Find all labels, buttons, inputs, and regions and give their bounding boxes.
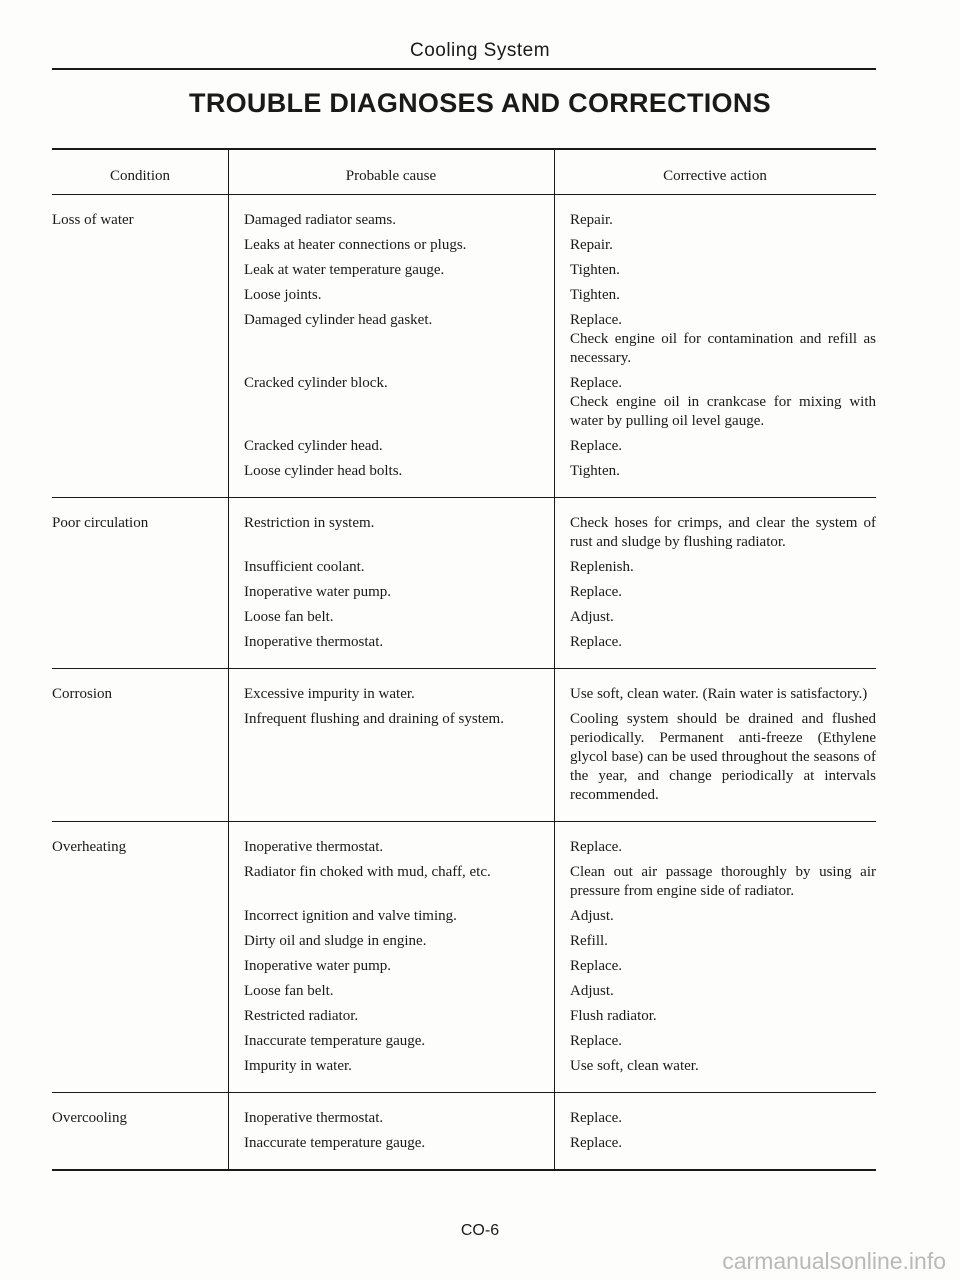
corrective-action-line: Replace. bbox=[570, 634, 623, 650]
table-row bbox=[228, 1057, 876, 1076]
column-divider bbox=[554, 148, 555, 1171]
corrective-action bbox=[554, 1032, 876, 1051]
corrective-action-line: Tighten. bbox=[570, 463, 620, 479]
condition-label: Poor circulation bbox=[52, 515, 149, 531]
corrective-action-line: Use soft, clean water. (Rain water is satisfactory.) bbox=[570, 686, 868, 702]
table-row bbox=[228, 211, 876, 230]
corrective-action bbox=[554, 1007, 876, 1026]
probable-cause: Cracked cylinder block. bbox=[244, 375, 388, 391]
probable-cause: Restriction in system. bbox=[244, 515, 375, 531]
table-row bbox=[228, 374, 876, 431]
table-row bbox=[228, 462, 876, 481]
corrective-action-line: Replace. bbox=[570, 1135, 623, 1151]
probable-cause: Impurity in water. bbox=[244, 1058, 352, 1074]
condition-label: Loss of water bbox=[52, 212, 134, 228]
table-body bbox=[52, 195, 876, 1171]
probable-cause: Excessive impurity in water. bbox=[244, 686, 415, 702]
corrective-action bbox=[554, 311, 876, 368]
probable-cause: Infrequent flushing and draining of system. bbox=[244, 711, 504, 727]
table-section bbox=[52, 822, 876, 1093]
corrective-action-line: Cooling system should be drained and flushed periodically. Permanent anti-freeze (Ethylene glycol base) can be used throughout the seasons of the year, and change periodically at intervals recommended. bbox=[570, 711, 876, 803]
corrective-action-line: Check engine oil in crankcase for mixing with water by pulling oil level gauge. bbox=[570, 394, 876, 429]
corrective-action bbox=[554, 907, 876, 926]
corrective-action bbox=[554, 957, 876, 976]
table-row bbox=[228, 1109, 876, 1128]
table-header bbox=[52, 150, 876, 195]
condition-label: Corrosion bbox=[52, 686, 112, 702]
column-header-cause: Probable cause bbox=[345, 168, 437, 184]
probable-cause: Cracked cylinder head. bbox=[244, 438, 383, 454]
probable-cause: Damaged radiator seams. bbox=[244, 212, 397, 228]
corrective-action bbox=[554, 633, 876, 652]
corrective-action-line: Use soft, clean water. bbox=[570, 1058, 699, 1074]
header-rule bbox=[52, 68, 876, 70]
column-header-condition: Condition bbox=[109, 168, 170, 184]
corrective-action-line: Check engine oil for contamination and refill as necessary. bbox=[570, 331, 876, 366]
table-row bbox=[228, 838, 876, 857]
probable-cause: Radiator fin choked with mud, chaff, etc. bbox=[244, 864, 491, 880]
corrective-action-line: Replace. bbox=[570, 584, 623, 600]
corrective-action-line: Clean out air passage thoroughly by using air pressure from engine side of radiator. bbox=[570, 864, 876, 899]
corrective-action bbox=[554, 982, 876, 1001]
table-row bbox=[228, 286, 876, 305]
table-row bbox=[228, 236, 876, 255]
corrective-action-line: Repair. bbox=[570, 212, 613, 228]
table-row bbox=[228, 710, 876, 805]
probable-cause: Inaccurate temperature gauge. bbox=[244, 1033, 426, 1049]
corrective-action bbox=[554, 863, 876, 901]
corrective-action bbox=[554, 685, 876, 704]
table-section bbox=[52, 1093, 876, 1171]
probable-cause: Loose fan belt. bbox=[244, 609, 334, 625]
corrective-action bbox=[554, 261, 876, 280]
table-row bbox=[228, 932, 876, 951]
table-row bbox=[228, 1032, 876, 1051]
probable-cause: Restricted radiator. bbox=[244, 1008, 359, 1024]
corrective-action bbox=[554, 1057, 876, 1076]
table-row bbox=[228, 583, 876, 602]
table-section bbox=[52, 498, 876, 669]
corrective-action-line: Flush radiator. bbox=[570, 1008, 657, 1024]
probable-cause: Leak at water temperature gauge. bbox=[244, 262, 445, 278]
corrective-action bbox=[554, 558, 876, 577]
probable-cause: Damaged cylinder head gasket. bbox=[244, 312, 433, 328]
probable-cause: Loose cylinder head bolts. bbox=[244, 463, 403, 479]
column-header-action: Corrective action bbox=[663, 168, 767, 184]
corrective-action-line: Adjust. bbox=[570, 908, 614, 924]
corrective-action-line: Replace. bbox=[570, 312, 623, 328]
corrective-action bbox=[554, 514, 876, 552]
table-row bbox=[228, 685, 876, 704]
probable-cause: Loose joints. bbox=[244, 287, 322, 303]
table-row bbox=[228, 558, 876, 577]
corrective-action-line: Tighten. bbox=[570, 262, 620, 278]
table-row bbox=[228, 957, 876, 976]
condition-label: Overheating bbox=[52, 839, 127, 855]
table-row bbox=[228, 1134, 876, 1153]
corrective-action-line: Check hoses for crimps, and clear the system of rust and sludge by flushing radiator. bbox=[570, 515, 876, 550]
corrective-action-line: Replace. bbox=[570, 438, 623, 454]
table-row bbox=[228, 907, 876, 926]
table-section bbox=[52, 195, 876, 498]
corrective-action bbox=[554, 710, 876, 805]
corrective-action bbox=[554, 286, 876, 305]
corrective-action bbox=[554, 211, 876, 230]
probable-cause: Inoperative thermostat. bbox=[244, 634, 384, 650]
watermark: carmanualsonline.info bbox=[722, 1248, 946, 1274]
corrective-action bbox=[554, 462, 876, 481]
corrective-action-line: Replace. bbox=[570, 375, 623, 391]
corrective-action bbox=[554, 838, 876, 857]
table-section bbox=[52, 669, 876, 822]
probable-cause: Inoperative thermostat. bbox=[244, 1110, 384, 1126]
table-row bbox=[228, 608, 876, 627]
probable-cause: Dirty oil and sludge in engine. bbox=[244, 933, 427, 949]
table-row bbox=[228, 982, 876, 1001]
corrective-action-line: Tighten. bbox=[570, 287, 620, 303]
table-row bbox=[228, 514, 876, 552]
corrective-action bbox=[554, 437, 876, 456]
table-row bbox=[228, 633, 876, 652]
condition-label: Overcooling bbox=[52, 1110, 127, 1126]
corrective-action bbox=[554, 1109, 876, 1128]
page-title: TROUBLE DIAGNOSES AND CORRECTIONS bbox=[189, 88, 771, 118]
table-row bbox=[228, 863, 876, 901]
corrective-action-line: Replace. bbox=[570, 1110, 623, 1126]
section-header: Cooling System bbox=[409, 40, 551, 61]
table-row bbox=[228, 437, 876, 456]
probable-cause: Insufficient coolant. bbox=[244, 559, 365, 575]
corrective-action-line: Repair. bbox=[570, 237, 613, 253]
corrective-action bbox=[554, 608, 876, 627]
corrective-action bbox=[554, 236, 876, 255]
corrective-action bbox=[554, 932, 876, 951]
corrective-action bbox=[554, 1134, 876, 1153]
trouble-table bbox=[52, 148, 876, 1171]
corrective-action-line: Refill. bbox=[570, 933, 608, 949]
probable-cause: Leaks at heater connections or plugs. bbox=[244, 237, 467, 253]
probable-cause: Inoperative water pump. bbox=[244, 584, 392, 600]
corrective-action-line: Replace. bbox=[570, 1033, 623, 1049]
probable-cause: Loose fan belt. bbox=[244, 983, 334, 999]
corrective-action-line: Adjust. bbox=[570, 983, 614, 999]
column-divider bbox=[228, 148, 229, 1171]
probable-cause: Incorrect ignition and valve timing. bbox=[244, 908, 457, 924]
table-row bbox=[228, 311, 876, 368]
probable-cause: Inoperative water pump. bbox=[244, 958, 392, 974]
table-row bbox=[228, 261, 876, 280]
corrective-action bbox=[554, 583, 876, 602]
table-row bbox=[228, 1007, 876, 1026]
corrective-action-line: Replenish. bbox=[570, 559, 634, 575]
probable-cause: Inaccurate temperature gauge. bbox=[244, 1135, 426, 1151]
corrective-action-line: Adjust. bbox=[570, 609, 614, 625]
page-number: CO-6 bbox=[460, 1222, 500, 1239]
corrective-action-line: Replace. bbox=[570, 958, 623, 974]
corrective-action-line: Replace. bbox=[570, 839, 623, 855]
corrective-action bbox=[554, 374, 876, 431]
probable-cause: Inoperative thermostat. bbox=[244, 839, 384, 855]
